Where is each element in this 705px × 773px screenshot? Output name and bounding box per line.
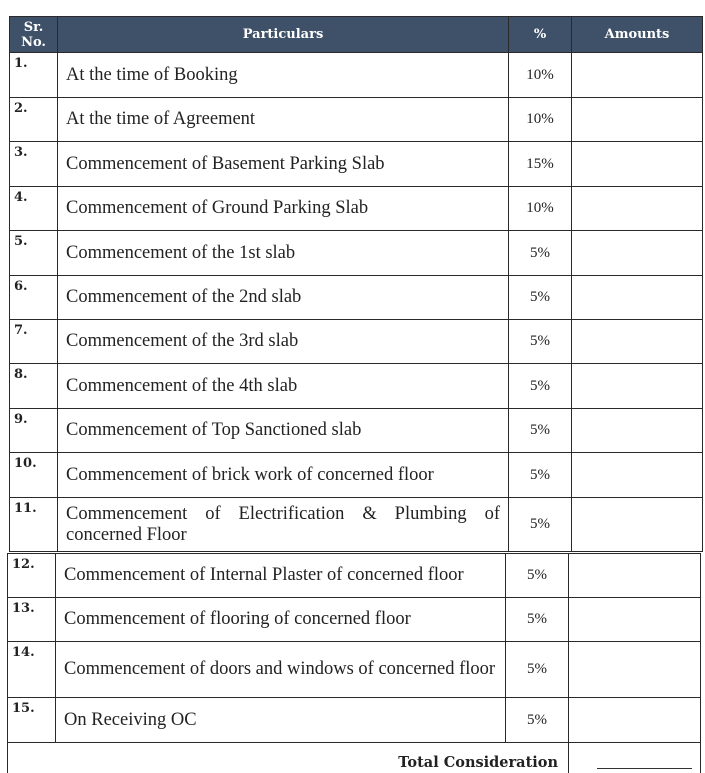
amount-cell[interactable] (572, 498, 703, 552)
sr-no-cell: 15. (8, 698, 56, 743)
particulars-cell: Commencement of flooring of concerned floor (56, 598, 506, 642)
percent-cell: 10% (509, 53, 572, 98)
particulars-cell: Commencement of the 3rd slab (58, 320, 509, 364)
percent-cell: 5% (509, 498, 572, 552)
particulars-cell: Commencement of the 1st slab (58, 231, 509, 276)
amount-cell[interactable] (569, 554, 701, 598)
total-consideration-label: Total Consideration (8, 743, 569, 773)
percent-cell: 5% (509, 231, 572, 276)
percent-cell: 5% (509, 453, 572, 498)
sr-no-cell: 12. (8, 554, 56, 598)
header-percent: % (509, 17, 572, 53)
particulars-cell: Commencement of Top Sanctioned slab (58, 409, 509, 453)
table-row (8, 598, 701, 642)
header-particulars: Particulars (58, 17, 509, 53)
amount-cell[interactable] (569, 642, 701, 698)
table-row (10, 409, 703, 453)
sr-no-cell: 5. (10, 231, 58, 276)
amount-cell[interactable] (572, 364, 703, 409)
sr-no-cell: 13. (8, 598, 56, 642)
table-row (10, 142, 703, 187)
amount-cell[interactable] (572, 320, 703, 364)
sr-no-cell: 7. (10, 320, 58, 364)
table-row (10, 231, 703, 276)
sr-no-cell: 8. (10, 364, 58, 409)
table-row (10, 498, 703, 552)
table-row (10, 320, 703, 364)
percent-cell: 5% (509, 320, 572, 364)
table-row (10, 276, 703, 320)
payment-schedule-table-upper (9, 16, 703, 552)
amount-cell[interactable] (572, 187, 703, 231)
percent-cell: 5% (509, 409, 572, 453)
table-row (10, 187, 703, 231)
table-row (10, 364, 703, 409)
particulars-cell: Commencement of brick work of concerned floor (58, 453, 509, 498)
amount-cell[interactable] (569, 598, 701, 642)
table-row (10, 98, 703, 142)
amount-cell[interactable] (572, 409, 703, 453)
particulars-cell: At the time of Agreement (58, 98, 509, 142)
sr-no-cell: 2. (10, 98, 58, 142)
particulars-cell: Commencement of doors and windows of concerned floor (56, 642, 506, 698)
particulars-cell: Commencement of Ground Parking Slab (58, 187, 509, 231)
sr-no-cell: 1. (10, 53, 58, 98)
sr-no-cell: 14. (8, 642, 56, 698)
percent-cell: 10% (509, 98, 572, 142)
amount-cell[interactable] (572, 276, 703, 320)
amount-cell[interactable] (569, 698, 701, 743)
table-header-row (10, 17, 703, 53)
amount-cell[interactable] (572, 142, 703, 187)
header-sr-no: Sr. No. (10, 17, 58, 53)
header-amounts: Amounts (572, 17, 703, 53)
amount-cell[interactable] (572, 53, 703, 98)
sr-no-cell: 4. (10, 187, 58, 231)
total-row (8, 743, 701, 773)
percent-cell: 5% (506, 642, 569, 698)
percent-cell: 5% (509, 364, 572, 409)
table-row (8, 642, 701, 698)
percent-cell: 5% (506, 554, 569, 598)
sr-no-cell: 10. (10, 453, 58, 498)
table-row (10, 53, 703, 98)
particulars-cell: On Receiving OC (56, 698, 506, 743)
total-consideration-amount[interactable] (569, 743, 701, 773)
particulars-cell: Commencement of Basement Parking Slab (58, 142, 509, 187)
percent-cell: 10% (509, 187, 572, 231)
percent-cell: 5% (506, 598, 569, 642)
particulars-cell: Commencement of Electrification & Plumbing of concerned Floor (58, 498, 509, 552)
sr-no-cell: 11. (10, 498, 58, 552)
payment-schedule-table-lower (7, 553, 701, 773)
sr-no-cell: 9. (10, 409, 58, 453)
particulars-cell: Commencement of Internal Plaster of concerned floor (56, 554, 506, 598)
particulars-cell: Commencement of the 4th slab (58, 364, 509, 409)
table-row (8, 554, 701, 598)
amount-cell[interactable] (572, 98, 703, 142)
percent-cell: 5% (509, 276, 572, 320)
percent-cell: 5% (506, 698, 569, 743)
particulars-cell: Commencement of the 2nd slab (58, 276, 509, 320)
table-row (10, 453, 703, 498)
sr-no-cell: 6. (10, 276, 58, 320)
amount-cell[interactable] (572, 231, 703, 276)
percent-cell: 15% (509, 142, 572, 187)
amount-cell[interactable] (572, 453, 703, 498)
table-row (8, 698, 701, 743)
particulars-cell: At the time of Booking (58, 53, 509, 98)
sr-no-cell: 3. (10, 142, 58, 187)
